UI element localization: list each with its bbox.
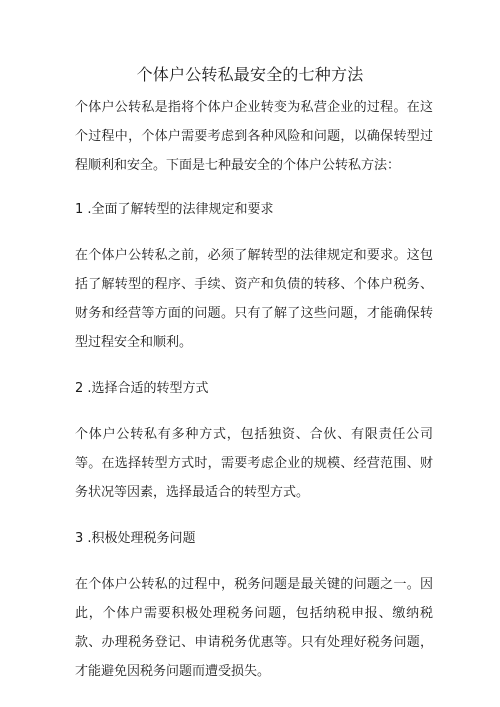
section-heading: 1 .全面了解转型的法律规定和要求 [75,202,274,217]
section-body: 个体户公转私有多种方式，包括独资、合伙、有限责任公司等。在选择转型方式时，需要考虑企业的规模、经营范围、财务状况等因素，选择最适合的转型方式。 [75,427,433,500]
document-content [75,93,433,703]
intro-paragraph: 个体户公转私是指将个体户企业转变为私营企业的过程。在这个过程中，个体户需要考虑到各种风险和问题，以确保转型过程顺利和安全。下面是七种最安全的个体户公转私方法： [75,100,433,173]
section-heading: 2 .选择合适的转型方式 [75,381,209,396]
section-body: 在个体户公转私之前，必须了解转型的法律规定和要求。这包括了解转型的程序、手续、资产和负债的转移、个体户税务、财务和经营等方面的问题。只有了解了这些问题，才能确保转型过程安全和顺利。 [75,248,433,350]
section-2 [75,374,433,507]
section-heading: 3 .积极处理税务问题 [75,531,196,546]
document-title: 个体户公转私最安全的七种方法 [136,65,364,84]
section-3 [75,524,433,686]
section-body: 在个体户公转私的过程中，税务问题是最关键的问题之一。因此，个体户需要积极处理税务问题，包括纳税申报、缴纳税款、办理税务登记、申请税务优惠等。只有处理好税务问题，才能避免因税务问题而遭受损失。 [75,577,433,679]
section-1 [75,195,433,357]
